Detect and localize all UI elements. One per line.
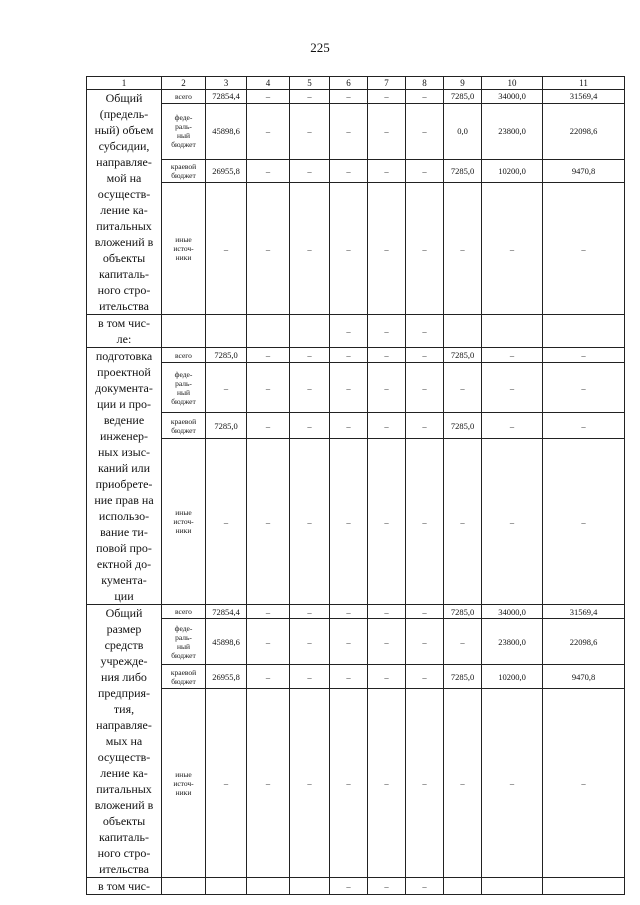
value-cell: – xyxy=(482,413,543,439)
column-header: 1 xyxy=(87,77,162,90)
value-cell xyxy=(247,878,290,895)
value-cell: – xyxy=(368,348,406,363)
value-cell: – xyxy=(290,439,330,605)
funding-source xyxy=(162,315,206,348)
column-header: 9 xyxy=(444,77,482,90)
value-cell: – xyxy=(330,619,368,665)
value-cell: – xyxy=(247,90,290,104)
value-cell: – xyxy=(290,103,330,160)
value-cell xyxy=(247,315,290,348)
value-cell: 72854,4 xyxy=(206,90,247,104)
value-cell xyxy=(543,315,625,348)
value-cell xyxy=(543,878,625,895)
value-cell: 7285,0 xyxy=(444,605,482,619)
funding-source: краевой бюджет xyxy=(162,665,206,689)
funding-source xyxy=(162,878,206,895)
funding-source: феде- раль- ный бюджет xyxy=(162,103,206,160)
value-cell: – xyxy=(406,619,444,665)
table-row xyxy=(87,605,625,619)
value-cell: – xyxy=(330,689,368,878)
value-cell: – xyxy=(406,183,444,315)
funding-source: иные источ- ники xyxy=(162,439,206,605)
value-cell: – xyxy=(543,183,625,315)
funding-source: феде- раль- ный бюджет xyxy=(162,363,206,413)
value-cell: – xyxy=(206,183,247,315)
value-cell: – xyxy=(290,348,330,363)
value-cell xyxy=(444,315,482,348)
value-cell: – xyxy=(368,619,406,665)
value-cell: – xyxy=(247,439,290,605)
value-cell: – xyxy=(330,363,368,413)
value-cell: 10200,0 xyxy=(482,665,543,689)
value-cell: – xyxy=(206,689,247,878)
value-cell: 9470,8 xyxy=(543,160,625,183)
value-cell: – xyxy=(206,363,247,413)
value-cell: – xyxy=(543,413,625,439)
funding-source: всего xyxy=(162,90,206,104)
value-cell: – xyxy=(368,665,406,689)
value-cell: – xyxy=(444,619,482,665)
row-label: Общий (предель- ный) объем субсидии, направляе- мой на осуществ- ление ка- питальных вложений в объекты капиталь- ного стро- ительства xyxy=(87,90,162,315)
value-cell xyxy=(482,878,543,895)
value-cell: – xyxy=(482,689,543,878)
value-cell: – xyxy=(543,348,625,363)
funding-source: всего xyxy=(162,605,206,619)
value-cell: – xyxy=(368,90,406,104)
value-cell: – xyxy=(543,363,625,413)
table-row xyxy=(87,103,625,160)
value-cell: – xyxy=(247,160,290,183)
value-cell: – xyxy=(330,413,368,439)
value-cell: – xyxy=(330,348,368,363)
value-cell: 22098,6 xyxy=(543,103,625,160)
value-cell: – xyxy=(543,439,625,605)
table-row xyxy=(87,665,625,689)
value-cell: 7285,0 xyxy=(444,665,482,689)
value-cell: – xyxy=(290,160,330,183)
page-number: 225 xyxy=(310,40,330,55)
value-cell: – xyxy=(330,605,368,619)
value-cell: – xyxy=(290,413,330,439)
value-cell: 34000,0 xyxy=(482,90,543,104)
value-cell: – xyxy=(330,439,368,605)
funding-source: феде- раль- ный бюджет xyxy=(162,619,206,665)
table-row xyxy=(87,160,625,183)
value-cell: 7285,0 xyxy=(444,90,482,104)
value-cell: – xyxy=(290,363,330,413)
value-cell: – xyxy=(406,665,444,689)
row-label: в том чис- ле: xyxy=(87,315,162,348)
value-cell: – xyxy=(290,90,330,104)
table-row xyxy=(87,363,625,413)
value-cell: – xyxy=(330,103,368,160)
value-cell: 7285,0 xyxy=(444,413,482,439)
table-row xyxy=(87,90,625,104)
table-row xyxy=(87,413,625,439)
column-header: 4 xyxy=(247,77,290,90)
header-row xyxy=(87,77,625,90)
row-label: Общий размер средств учрежде- ния либо предприя- тия, направляе- мых на осуществ- ление ка- питальных вложений в объекты капиталь- ного стро- ительства xyxy=(87,605,162,878)
value-cell: – xyxy=(444,689,482,878)
table-row xyxy=(87,878,625,895)
value-cell: 31569,4 xyxy=(543,605,625,619)
funding-source: краевой бюджет xyxy=(162,413,206,439)
value-cell: – xyxy=(330,315,368,348)
value-cell: – xyxy=(290,605,330,619)
value-cell: – xyxy=(368,315,406,348)
funding-source: всего xyxy=(162,348,206,363)
value-cell: – xyxy=(406,605,444,619)
value-cell: – xyxy=(330,160,368,183)
column-header: 11 xyxy=(543,77,625,90)
value-cell xyxy=(290,315,330,348)
value-cell: – xyxy=(247,103,290,160)
value-cell: 22098,6 xyxy=(543,619,625,665)
table-body xyxy=(87,77,625,895)
value-cell: – xyxy=(482,439,543,605)
value-cell: – xyxy=(368,605,406,619)
value-cell: – xyxy=(330,183,368,315)
value-cell: – xyxy=(368,413,406,439)
value-cell xyxy=(482,315,543,348)
value-cell: 23800,0 xyxy=(482,103,543,160)
value-cell: – xyxy=(406,90,444,104)
column-header: 5 xyxy=(290,77,330,90)
value-cell: 26955,8 xyxy=(206,160,247,183)
value-cell: – xyxy=(482,348,543,363)
funding-source: краевой бюджет xyxy=(162,160,206,183)
value-cell: 7285,0 xyxy=(444,348,482,363)
value-cell: – xyxy=(368,439,406,605)
column-header: 2 xyxy=(162,77,206,90)
value-cell xyxy=(444,878,482,895)
column-header: 7 xyxy=(368,77,406,90)
table-row xyxy=(87,315,625,348)
value-cell: – xyxy=(444,183,482,315)
value-cell: – xyxy=(247,348,290,363)
row-label: подготовка проектной документа- ции и про- ведение инженер- ных изыс- каний или приобрете- ние прав на использо- вание ти- повой про- ектной до- кумента- ции xyxy=(87,348,162,605)
value-cell: 7285,0 xyxy=(206,348,247,363)
value-cell: – xyxy=(406,413,444,439)
funding-source: иные источ- ники xyxy=(162,689,206,878)
value-cell: – xyxy=(247,413,290,439)
value-cell: – xyxy=(406,439,444,605)
value-cell: – xyxy=(290,183,330,315)
value-cell: – xyxy=(406,315,444,348)
column-header: 6 xyxy=(330,77,368,90)
value-cell: – xyxy=(406,363,444,413)
column-header: 3 xyxy=(206,77,247,90)
value-cell xyxy=(206,315,247,348)
value-cell: – xyxy=(206,439,247,605)
value-cell: 31569,4 xyxy=(543,90,625,104)
value-cell: – xyxy=(406,878,444,895)
value-cell: – xyxy=(330,90,368,104)
column-header: 8 xyxy=(406,77,444,90)
value-cell: – xyxy=(406,103,444,160)
table-row xyxy=(87,183,625,315)
value-cell: – xyxy=(330,878,368,895)
value-cell: – xyxy=(368,103,406,160)
value-cell: – xyxy=(368,363,406,413)
value-cell: 26955,8 xyxy=(206,665,247,689)
table-row xyxy=(87,689,625,878)
value-cell: – xyxy=(406,348,444,363)
table-row xyxy=(87,348,625,363)
value-cell: – xyxy=(290,689,330,878)
value-cell: – xyxy=(482,363,543,413)
value-cell: 0,0 xyxy=(444,103,482,160)
value-cell: – xyxy=(290,619,330,665)
value-cell: – xyxy=(368,183,406,315)
value-cell: 7285,0 xyxy=(444,160,482,183)
table-row xyxy=(87,439,625,605)
value-cell: – xyxy=(482,183,543,315)
table-row xyxy=(87,619,625,665)
value-cell: – xyxy=(247,605,290,619)
value-cell: 34000,0 xyxy=(482,605,543,619)
value-cell: – xyxy=(247,363,290,413)
value-cell: – xyxy=(368,689,406,878)
value-cell: 45898,6 xyxy=(206,103,247,160)
column-header: 10 xyxy=(482,77,543,90)
funding-source: иные источ- ники xyxy=(162,183,206,315)
value-cell: – xyxy=(247,665,290,689)
value-cell xyxy=(290,878,330,895)
value-cell: – xyxy=(406,689,444,878)
value-cell: 10200,0 xyxy=(482,160,543,183)
value-cell: – xyxy=(290,665,330,689)
value-cell: 45898,6 xyxy=(206,619,247,665)
value-cell: – xyxy=(247,619,290,665)
value-cell: – xyxy=(368,160,406,183)
value-cell: – xyxy=(543,689,625,878)
row-label: в том чис- xyxy=(87,878,162,895)
value-cell: – xyxy=(444,439,482,605)
value-cell: – xyxy=(330,665,368,689)
subsidy-table xyxy=(86,76,625,895)
value-cell: – xyxy=(406,160,444,183)
value-cell: – xyxy=(247,183,290,315)
value-cell xyxy=(206,878,247,895)
value-cell: – xyxy=(368,878,406,895)
value-cell: – xyxy=(247,689,290,878)
value-cell: 7285,0 xyxy=(206,413,247,439)
value-cell: – xyxy=(444,363,482,413)
value-cell: 72854,4 xyxy=(206,605,247,619)
value-cell: 9470,8 xyxy=(543,665,625,689)
value-cell: 23800,0 xyxy=(482,619,543,665)
